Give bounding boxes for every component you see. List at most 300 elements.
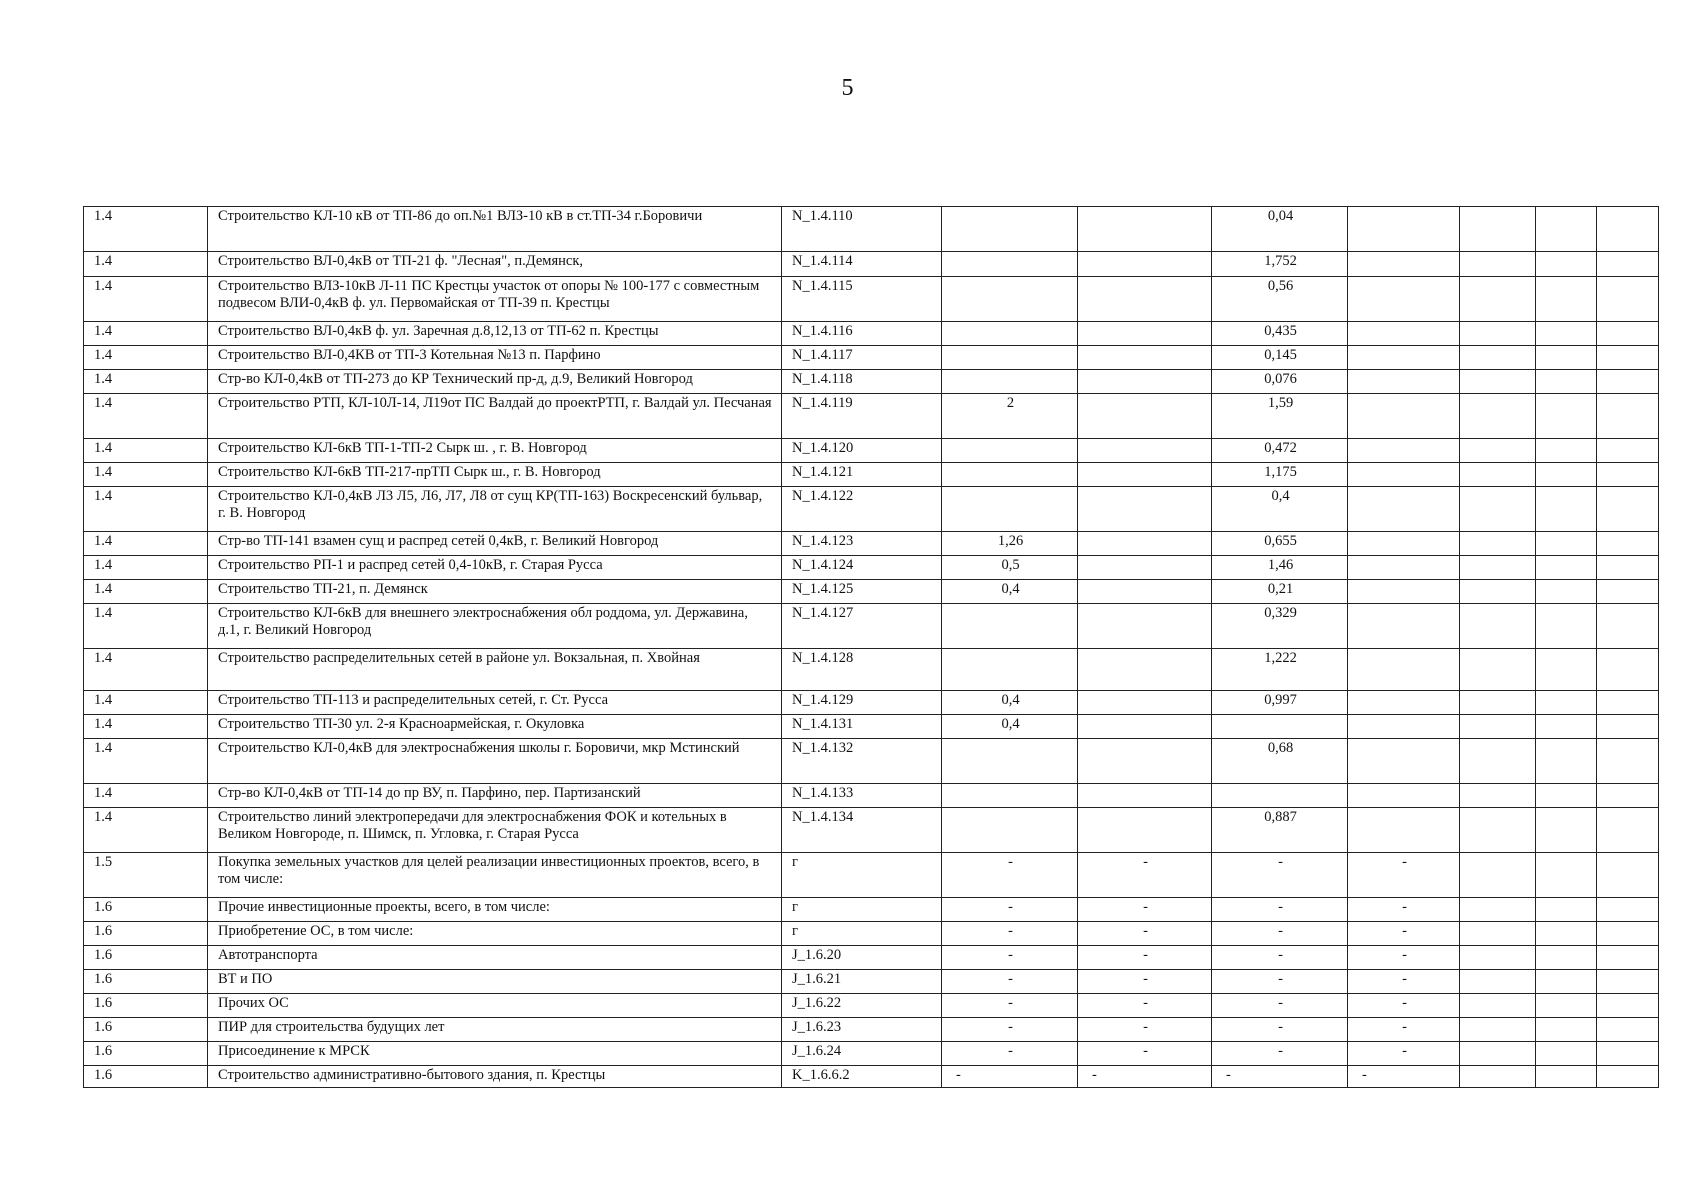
row-code: г xyxy=(782,898,942,922)
row-empty-3 xyxy=(1597,946,1659,970)
table-row xyxy=(84,252,1659,277)
row-value-3: 0,56 xyxy=(1212,277,1348,322)
table-row xyxy=(84,784,1659,808)
row-value-4 xyxy=(1348,322,1460,346)
row-empty-2 xyxy=(1536,346,1597,370)
row-empty-3 xyxy=(1597,1066,1659,1088)
row-empty-3 xyxy=(1597,580,1659,604)
row-value-3: 0,329 xyxy=(1212,604,1348,649)
row-value-2 xyxy=(1078,346,1212,370)
row-empty-1 xyxy=(1460,1018,1536,1042)
row-empty-3 xyxy=(1597,691,1659,715)
row-empty-2 xyxy=(1536,739,1597,784)
row-value-2 xyxy=(1078,784,1212,808)
row-code: N_1.4.118 xyxy=(782,370,942,394)
row-value-1: 0,4 xyxy=(942,715,1078,739)
row-value-2: - xyxy=(1078,853,1212,898)
row-empty-2 xyxy=(1536,649,1597,691)
row-empty-3 xyxy=(1597,532,1659,556)
row-name: Стр-во КЛ-0,4кВ от ТП-273 до КР Технический пр-д, д.9, Великий Новгород xyxy=(208,370,782,394)
row-code: N_1.4.114 xyxy=(782,252,942,277)
row-value-4: - xyxy=(1348,994,1460,1018)
row-code: N_1.4.133 xyxy=(782,784,942,808)
table-body xyxy=(84,207,1659,1088)
table-row xyxy=(84,1066,1659,1088)
row-value-1 xyxy=(942,487,1078,532)
row-value-1 xyxy=(942,784,1078,808)
table-row xyxy=(84,970,1659,994)
row-value-2: - xyxy=(1078,1066,1212,1088)
row-number: 1.6 xyxy=(84,1066,208,1088)
row-value-1: - xyxy=(942,1042,1078,1066)
row-number: 1.6 xyxy=(84,922,208,946)
row-empty-1 xyxy=(1460,556,1536,580)
row-name: Стр-во ТП-141 взамен сущ и распред сетей 0,4кВ, г. Великий Новгород xyxy=(208,532,782,556)
page-number: 5 xyxy=(841,75,854,101)
row-empty-2 xyxy=(1536,946,1597,970)
row-empty-2 xyxy=(1536,1018,1597,1042)
row-name: Строительство КЛ-6кВ для внешнего электроснабжения обл роддома, ул. Державина, д.1, г. Великий Новгород xyxy=(208,604,782,649)
row-empty-1 xyxy=(1460,463,1536,487)
row-number: 1.4 xyxy=(84,739,208,784)
row-name: Приобретение ОС, в том числе: xyxy=(208,922,782,946)
row-number: 1.4 xyxy=(84,322,208,346)
row-empty-1 xyxy=(1460,532,1536,556)
row-name: Строительство ВЛ-0,4кВ ф. ул. Заречная д.8,12,13 от ТП-62 п. Крестцы xyxy=(208,322,782,346)
row-code: K_1.6.6.2 xyxy=(782,1066,942,1088)
row-empty-1 xyxy=(1460,487,1536,532)
row-value-2 xyxy=(1078,739,1212,784)
row-value-3: - xyxy=(1212,922,1348,946)
row-value-2 xyxy=(1078,691,1212,715)
row-code: г xyxy=(782,922,942,946)
row-value-3: 0,076 xyxy=(1212,370,1348,394)
row-value-3: 0,997 xyxy=(1212,691,1348,715)
row-empty-2 xyxy=(1536,556,1597,580)
row-value-2 xyxy=(1078,463,1212,487)
row-empty-2 xyxy=(1536,532,1597,556)
row-value-2 xyxy=(1078,439,1212,463)
table-row xyxy=(84,691,1659,715)
row-empty-3 xyxy=(1597,487,1659,532)
row-empty-3 xyxy=(1597,1042,1659,1066)
row-number: 1.4 xyxy=(84,715,208,739)
table-row xyxy=(84,649,1659,691)
row-value-4 xyxy=(1348,784,1460,808)
row-value-3: - xyxy=(1212,898,1348,922)
row-value-1 xyxy=(942,808,1078,853)
row-empty-1 xyxy=(1460,853,1536,898)
row-value-4 xyxy=(1348,370,1460,394)
row-value-2 xyxy=(1078,556,1212,580)
row-code: N_1.4.131 xyxy=(782,715,942,739)
row-empty-1 xyxy=(1460,739,1536,784)
row-value-1: - xyxy=(942,970,1078,994)
row-value-3: 1,175 xyxy=(1212,463,1348,487)
row-name: Строительство ТП-21, п. Демянск xyxy=(208,580,782,604)
row-empty-3 xyxy=(1597,922,1659,946)
row-name: Прочих ОС xyxy=(208,994,782,1018)
row-value-3 xyxy=(1212,715,1348,739)
table-row xyxy=(84,532,1659,556)
row-name: ВТ и ПО xyxy=(208,970,782,994)
row-code: J_1.6.24 xyxy=(782,1042,942,1066)
row-empty-1 xyxy=(1460,649,1536,691)
row-value-1 xyxy=(942,346,1078,370)
row-empty-1 xyxy=(1460,439,1536,463)
row-value-4: - xyxy=(1348,853,1460,898)
row-empty-3 xyxy=(1597,853,1659,898)
row-number: 1.4 xyxy=(84,439,208,463)
row-empty-3 xyxy=(1597,556,1659,580)
row-name: Прочие инвестиционные проекты, всего, в том числе: xyxy=(208,898,782,922)
row-code: г xyxy=(782,853,942,898)
row-empty-3 xyxy=(1597,322,1659,346)
row-value-3: - xyxy=(1212,994,1348,1018)
row-empty-3 xyxy=(1597,1018,1659,1042)
row-number: 1.4 xyxy=(84,604,208,649)
row-value-3: - xyxy=(1212,1042,1348,1066)
row-number: 1.4 xyxy=(84,532,208,556)
row-value-2: - xyxy=(1078,1042,1212,1066)
row-value-2: - xyxy=(1078,898,1212,922)
row-number: 1.6 xyxy=(84,946,208,970)
row-name: ПИР для строительства будущих лет xyxy=(208,1018,782,1042)
row-name: Автотранспорта xyxy=(208,946,782,970)
row-code: J_1.6.21 xyxy=(782,970,942,994)
investment-projects-table xyxy=(83,206,1659,1088)
row-code: N_1.4.121 xyxy=(782,463,942,487)
row-empty-1 xyxy=(1460,580,1536,604)
row-empty-2 xyxy=(1536,922,1597,946)
row-value-2: - xyxy=(1078,922,1212,946)
row-value-3: 0,887 xyxy=(1212,808,1348,853)
row-value-4: - xyxy=(1348,970,1460,994)
row-empty-3 xyxy=(1597,439,1659,463)
row-code: J_1.6.20 xyxy=(782,946,942,970)
row-empty-1 xyxy=(1460,691,1536,715)
row-empty-2 xyxy=(1536,715,1597,739)
row-value-3: 0,435 xyxy=(1212,322,1348,346)
table-row xyxy=(84,439,1659,463)
row-number: 1.4 xyxy=(84,691,208,715)
row-name: Строительство ВЛ-0,4КВ от ТП-3 Котельная №13 п. Парфино xyxy=(208,346,782,370)
row-name: Строительство распределительных сетей в районе ул. Вокзальная, п. Хвойная xyxy=(208,649,782,691)
table-row xyxy=(84,394,1659,439)
row-value-4 xyxy=(1348,439,1460,463)
row-value-1 xyxy=(942,322,1078,346)
row-empty-1 xyxy=(1460,922,1536,946)
table-row xyxy=(84,715,1659,739)
row-value-1: - xyxy=(942,853,1078,898)
row-value-4: - xyxy=(1348,1042,1460,1066)
row-empty-2 xyxy=(1536,370,1597,394)
table-row xyxy=(84,808,1659,853)
table-row xyxy=(84,853,1659,898)
row-value-3: 1,59 xyxy=(1212,394,1348,439)
row-number: 1.4 xyxy=(84,370,208,394)
row-value-2 xyxy=(1078,604,1212,649)
row-value-2: - xyxy=(1078,970,1212,994)
row-name: Строительство ТП-113 и распределительных сетей, г. Ст. Русса xyxy=(208,691,782,715)
row-empty-2 xyxy=(1536,604,1597,649)
row-value-3: - xyxy=(1212,853,1348,898)
row-empty-2 xyxy=(1536,252,1597,277)
row-empty-2 xyxy=(1536,439,1597,463)
row-value-4: - xyxy=(1348,946,1460,970)
row-value-2 xyxy=(1078,370,1212,394)
row-empty-2 xyxy=(1536,1066,1597,1088)
row-value-1 xyxy=(942,463,1078,487)
row-value-1 xyxy=(942,439,1078,463)
row-number: 1.4 xyxy=(84,394,208,439)
row-value-4: - xyxy=(1348,1018,1460,1042)
row-value-1 xyxy=(942,277,1078,322)
row-empty-3 xyxy=(1597,994,1659,1018)
row-empty-2 xyxy=(1536,970,1597,994)
row-number: 1.4 xyxy=(84,784,208,808)
row-empty-3 xyxy=(1597,207,1659,252)
row-value-1: - xyxy=(942,922,1078,946)
row-value-1: 1,26 xyxy=(942,532,1078,556)
row-code: N_1.4.115 xyxy=(782,277,942,322)
row-code: N_1.4.134 xyxy=(782,808,942,853)
row-value-4 xyxy=(1348,580,1460,604)
row-empty-1 xyxy=(1460,898,1536,922)
row-value-3: 0,655 xyxy=(1212,532,1348,556)
row-code: N_1.4.122 xyxy=(782,487,942,532)
row-value-1: 0,5 xyxy=(942,556,1078,580)
row-number: 1.4 xyxy=(84,207,208,252)
row-empty-2 xyxy=(1536,898,1597,922)
row-value-4 xyxy=(1348,487,1460,532)
row-number: 1.4 xyxy=(84,463,208,487)
row-empty-3 xyxy=(1597,898,1659,922)
row-empty-1 xyxy=(1460,277,1536,322)
row-number: 1.4 xyxy=(84,487,208,532)
table-row xyxy=(84,994,1659,1018)
row-value-3: - xyxy=(1212,1066,1348,1088)
row-value-2 xyxy=(1078,207,1212,252)
table-row xyxy=(84,1018,1659,1042)
row-value-4 xyxy=(1348,277,1460,322)
table-row xyxy=(84,463,1659,487)
row-code: N_1.4.116 xyxy=(782,322,942,346)
row-code: N_1.4.117 xyxy=(782,346,942,370)
row-value-1: 2 xyxy=(942,394,1078,439)
row-empty-2 xyxy=(1536,207,1597,252)
row-number: 1.6 xyxy=(84,1018,208,1042)
row-code: N_1.4.127 xyxy=(782,604,942,649)
row-number: 1.4 xyxy=(84,277,208,322)
row-value-2 xyxy=(1078,715,1212,739)
table-row xyxy=(84,487,1659,532)
row-value-1: 0,4 xyxy=(942,580,1078,604)
row-empty-2 xyxy=(1536,463,1597,487)
row-code: N_1.4.132 xyxy=(782,739,942,784)
row-number: 1.4 xyxy=(84,808,208,853)
row-code: N_1.4.124 xyxy=(782,556,942,580)
row-empty-3 xyxy=(1597,649,1659,691)
row-value-4 xyxy=(1348,394,1460,439)
row-empty-1 xyxy=(1460,252,1536,277)
row-empty-1 xyxy=(1460,784,1536,808)
row-value-1 xyxy=(942,370,1078,394)
row-empty-3 xyxy=(1597,277,1659,322)
row-empty-1 xyxy=(1460,994,1536,1018)
row-value-1 xyxy=(942,739,1078,784)
row-value-4 xyxy=(1348,463,1460,487)
row-value-4 xyxy=(1348,808,1460,853)
row-empty-1 xyxy=(1460,207,1536,252)
row-value-2 xyxy=(1078,394,1212,439)
row-empty-3 xyxy=(1597,970,1659,994)
row-value-3 xyxy=(1212,784,1348,808)
row-value-4 xyxy=(1348,556,1460,580)
row-value-2 xyxy=(1078,487,1212,532)
table-row xyxy=(84,277,1659,322)
row-value-2 xyxy=(1078,808,1212,853)
row-name: Строительство административно-бытового здания, п. Крестцы xyxy=(208,1066,782,1088)
row-value-3: 0,21 xyxy=(1212,580,1348,604)
row-empty-2 xyxy=(1536,322,1597,346)
row-value-4: - xyxy=(1348,898,1460,922)
row-code: J_1.6.22 xyxy=(782,994,942,1018)
row-value-2 xyxy=(1078,277,1212,322)
row-number: 1.4 xyxy=(84,556,208,580)
row-number: 1.6 xyxy=(84,1042,208,1066)
row-value-3: 1,752 xyxy=(1212,252,1348,277)
row-number: 1.6 xyxy=(84,970,208,994)
row-empty-1 xyxy=(1460,1042,1536,1066)
row-value-4 xyxy=(1348,715,1460,739)
row-empty-2 xyxy=(1536,808,1597,853)
row-empty-2 xyxy=(1536,394,1597,439)
row-value-4: - xyxy=(1348,1066,1460,1088)
row-empty-1 xyxy=(1460,346,1536,370)
row-empty-3 xyxy=(1597,715,1659,739)
table-row xyxy=(84,207,1659,252)
row-value-4 xyxy=(1348,532,1460,556)
row-empty-2 xyxy=(1536,580,1597,604)
row-value-4 xyxy=(1348,739,1460,784)
row-value-4 xyxy=(1348,252,1460,277)
row-empty-1 xyxy=(1460,1066,1536,1088)
row-empty-1 xyxy=(1460,946,1536,970)
row-empty-2 xyxy=(1536,277,1597,322)
table-row xyxy=(84,922,1659,946)
row-number: 1.4 xyxy=(84,346,208,370)
row-name: Строительство ВЛЗ-10кВ Л-11 ПС Крестцы участок от опоры № 100-177 с совместным подвесом ВЛИ-0,4кВ ф. ул. Первомайская от ТП-39 п. Крестцы xyxy=(208,277,782,322)
row-empty-3 xyxy=(1597,604,1659,649)
row-empty-2 xyxy=(1536,784,1597,808)
row-value-2 xyxy=(1078,580,1212,604)
row-name: Строительство ТП-30 ул. 2-я Красноармейская, г. Окуловка xyxy=(208,715,782,739)
row-name: Строительство КЛ-0,4кВ Л3 Л5, Л6, Л7, Л8 от сущ КР(ТП-163) Воскресенский бульвар, г. В. Новгород xyxy=(208,487,782,532)
row-empty-1 xyxy=(1460,970,1536,994)
row-value-2 xyxy=(1078,532,1212,556)
row-value-4 xyxy=(1348,207,1460,252)
row-empty-1 xyxy=(1460,370,1536,394)
row-code: N_1.4.129 xyxy=(782,691,942,715)
row-value-4 xyxy=(1348,691,1460,715)
row-number: 1.4 xyxy=(84,252,208,277)
row-value-3: 0,472 xyxy=(1212,439,1348,463)
row-value-1: 0,4 xyxy=(942,691,1078,715)
row-value-2: - xyxy=(1078,946,1212,970)
row-empty-2 xyxy=(1536,691,1597,715)
row-value-1 xyxy=(942,649,1078,691)
row-number: 1.4 xyxy=(84,649,208,691)
row-empty-2 xyxy=(1536,1042,1597,1066)
row-value-1: - xyxy=(942,994,1078,1018)
table-row xyxy=(84,1042,1659,1066)
row-empty-3 xyxy=(1597,370,1659,394)
row-name: Строительство КЛ-6кВ ТП-217-прТП Сырк ш., г. В. Новгород xyxy=(208,463,782,487)
table-row xyxy=(84,322,1659,346)
row-value-3: - xyxy=(1212,946,1348,970)
table-row xyxy=(84,580,1659,604)
row-empty-1 xyxy=(1460,604,1536,649)
row-code: N_1.4.128 xyxy=(782,649,942,691)
row-name: Покупка земельных участков для целей реализации инвестиционных проектов, всего, в том числе: xyxy=(208,853,782,898)
row-code: J_1.6.23 xyxy=(782,1018,942,1042)
row-empty-3 xyxy=(1597,463,1659,487)
row-number: 1.6 xyxy=(84,994,208,1018)
table-row xyxy=(84,898,1659,922)
row-value-3: - xyxy=(1212,970,1348,994)
table-row xyxy=(84,370,1659,394)
row-value-3: 0,4 xyxy=(1212,487,1348,532)
row-number: 1.6 xyxy=(84,898,208,922)
row-name: Строительство КЛ-0,4кВ для электроснабжения школы г. Боровичи, мкр Мстинский xyxy=(208,739,782,784)
row-code: N_1.4.123 xyxy=(782,532,942,556)
row-code: N_1.4.110 xyxy=(782,207,942,252)
row-value-4 xyxy=(1348,604,1460,649)
row-empty-3 xyxy=(1597,394,1659,439)
table-row xyxy=(84,556,1659,580)
table-row xyxy=(84,346,1659,370)
row-number: 1.5 xyxy=(84,853,208,898)
row-empty-3 xyxy=(1597,808,1659,853)
table-row xyxy=(84,739,1659,784)
row-value-3: - xyxy=(1212,1018,1348,1042)
row-code: N_1.4.120 xyxy=(782,439,942,463)
row-value-2 xyxy=(1078,252,1212,277)
row-name: Строительство ВЛ-0,4кВ от ТП-21 ф. "Лесная", п.Демянск, xyxy=(208,252,782,277)
row-value-1 xyxy=(942,252,1078,277)
row-name: Строительство КЛ-6кВ ТП-1-ТП-2 Сырк ш. , г. В. Новгород xyxy=(208,439,782,463)
row-empty-2 xyxy=(1536,994,1597,1018)
row-name: Строительство РП-1 и распред сетей 0,4-10кВ, г. Старая Русса xyxy=(208,556,782,580)
row-value-4 xyxy=(1348,649,1460,691)
row-value-1: - xyxy=(942,1066,1078,1088)
row-empty-1 xyxy=(1460,322,1536,346)
row-value-3: 1,46 xyxy=(1212,556,1348,580)
table-row xyxy=(84,946,1659,970)
row-code: N_1.4.125 xyxy=(782,580,942,604)
row-empty-3 xyxy=(1597,252,1659,277)
row-value-3: 0,68 xyxy=(1212,739,1348,784)
row-number: 1.4 xyxy=(84,580,208,604)
row-value-4 xyxy=(1348,346,1460,370)
row-value-1: - xyxy=(942,946,1078,970)
row-value-3: 0,145 xyxy=(1212,346,1348,370)
row-value-2 xyxy=(1078,322,1212,346)
row-value-1: - xyxy=(942,898,1078,922)
row-name: Присоединение к МРСК xyxy=(208,1042,782,1066)
row-empty-1 xyxy=(1460,394,1536,439)
